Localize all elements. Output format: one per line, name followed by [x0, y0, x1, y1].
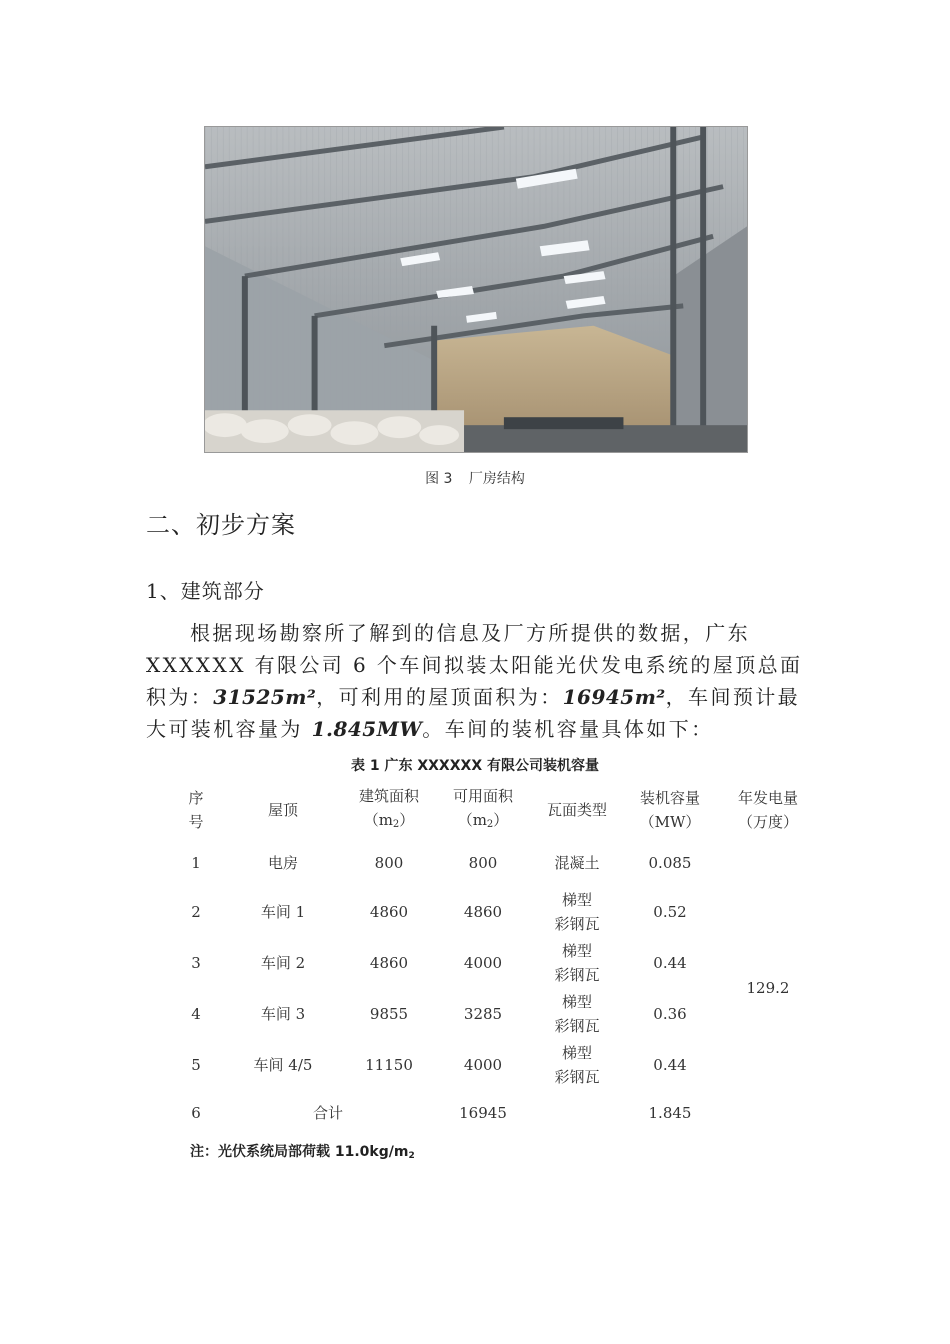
cell-build-area: 4860	[369, 953, 409, 972]
text: ，可利用的屋顶面积为：	[316, 685, 563, 709]
cell-roof: 车间 4/5	[253, 1055, 313, 1074]
section-heading: 二、初步方案	[146, 511, 296, 539]
cell-usable-area: 4000	[463, 953, 503, 972]
cell-capacity: 0.085	[648, 854, 692, 872]
body-paragraph	[146, 617, 806, 745]
cell-roof: 车间 3	[260, 1004, 306, 1023]
table-note: 注：光伏系统局部荷载 11.0kg/m2	[190, 1144, 415, 1161]
cell-total-label: 合计	[312, 1103, 343, 1122]
cell-usable-total: 16945	[459, 1103, 507, 1122]
col-tile-header: 瓦面类型	[546, 801, 607, 819]
cell-usable-area: 4860	[463, 902, 503, 921]
text: ，车间预计最	[665, 685, 801, 709]
cell-usable-area: 800	[468, 854, 498, 872]
cell-roof: 车间 1	[260, 902, 306, 921]
col-build-area-header: 建筑面积 $(m_2)$	[358, 786, 419, 830]
col-usable-area-header: 可用面积 $(m_2)$	[452, 786, 513, 830]
cell-annual	[718, 1090, 818, 1135]
cell-seq: 5	[191, 1055, 201, 1074]
paragraph-line-2: XXXXXX 有限公司 6 个车间拟装太阳能光伏发电系统的屋顶总面	[146, 653, 803, 677]
cell-capacity: 0.36	[653, 1004, 687, 1023]
cell-tile: 梯型 彩钢瓦	[554, 941, 600, 984]
table-header-row	[170, 780, 818, 840]
text: 积为：	[146, 685, 214, 709]
col-roof-header: 屋顶	[267, 801, 298, 819]
text: 大可装机容量为	[146, 717, 312, 741]
col-seq-header: 序 号	[188, 789, 204, 831]
cell-tile: 混凝土	[554, 854, 600, 872]
col-annual-header: 年发电量 （万度）	[737, 789, 798, 831]
subsection-heading: 1、建筑部分	[146, 579, 265, 603]
cell-capacity: 0.44	[653, 1055, 687, 1074]
paragraph-line-3	[146, 681, 806, 713]
cell-tile: 梯型 彩钢瓦	[554, 992, 600, 1035]
cell-annual	[718, 840, 818, 886]
figure-number: 图 3	[425, 471, 453, 487]
cell-seq: 6	[191, 1103, 201, 1122]
cell-usable-area: 3285	[463, 1004, 503, 1023]
cell-tile: 梯型 彩钢瓦	[554, 890, 600, 933]
cell-seq: 3	[191, 953, 201, 972]
cell-seq: 4	[191, 1004, 201, 1023]
text: 。车间的装机容量具体如下：	[422, 717, 714, 741]
cell-annual-total: 129.2	[746, 979, 790, 997]
total-roof-area: 31525m²	[213, 685, 317, 709]
cell-tile	[532, 1090, 622, 1135]
cell-build-area: 800	[374, 854, 404, 872]
usable-roof-area: 16945m²	[562, 685, 666, 709]
factory-structure-photo	[204, 126, 748, 453]
cell-seq: 2	[191, 902, 201, 921]
cell-capacity-total: 1.845	[648, 1103, 692, 1122]
cell-build-area: 11150	[365, 1055, 413, 1074]
cell-tile: 梯型 彩钢瓦	[554, 1043, 600, 1086]
capacity-table	[170, 780, 818, 1135]
cell-capacity: 0.52	[653, 902, 687, 921]
cell-roof: 车间 2	[260, 953, 306, 972]
table-total-row	[170, 1090, 818, 1135]
figure-title: 厂房结构	[468, 471, 525, 487]
cell-usable-area: 4000	[463, 1055, 503, 1074]
cell-build-area: 9855	[369, 1004, 409, 1023]
paragraph-line-4	[146, 713, 806, 745]
cell-capacity: 0.44	[653, 953, 687, 972]
table-caption: 表 1 广东 XXXXXX 有限公司装机容量	[350, 758, 599, 774]
paragraph-line-1: 根据现场勘察所了解到的信息及厂方所提供的数据，广东	[190, 621, 750, 645]
table-row	[170, 886, 818, 937]
cell-roof: 电房	[267, 854, 298, 872]
factory-interior-image	[205, 127, 747, 452]
figure-caption	[0, 468, 950, 488]
col-capacity-header: 装机容量 （MW）	[639, 789, 701, 831]
cell-build-area: 4860	[369, 902, 409, 921]
cell-seq: 1	[191, 854, 201, 872]
table-row	[170, 840, 818, 886]
max-capacity: 1.845MW	[311, 717, 423, 741]
